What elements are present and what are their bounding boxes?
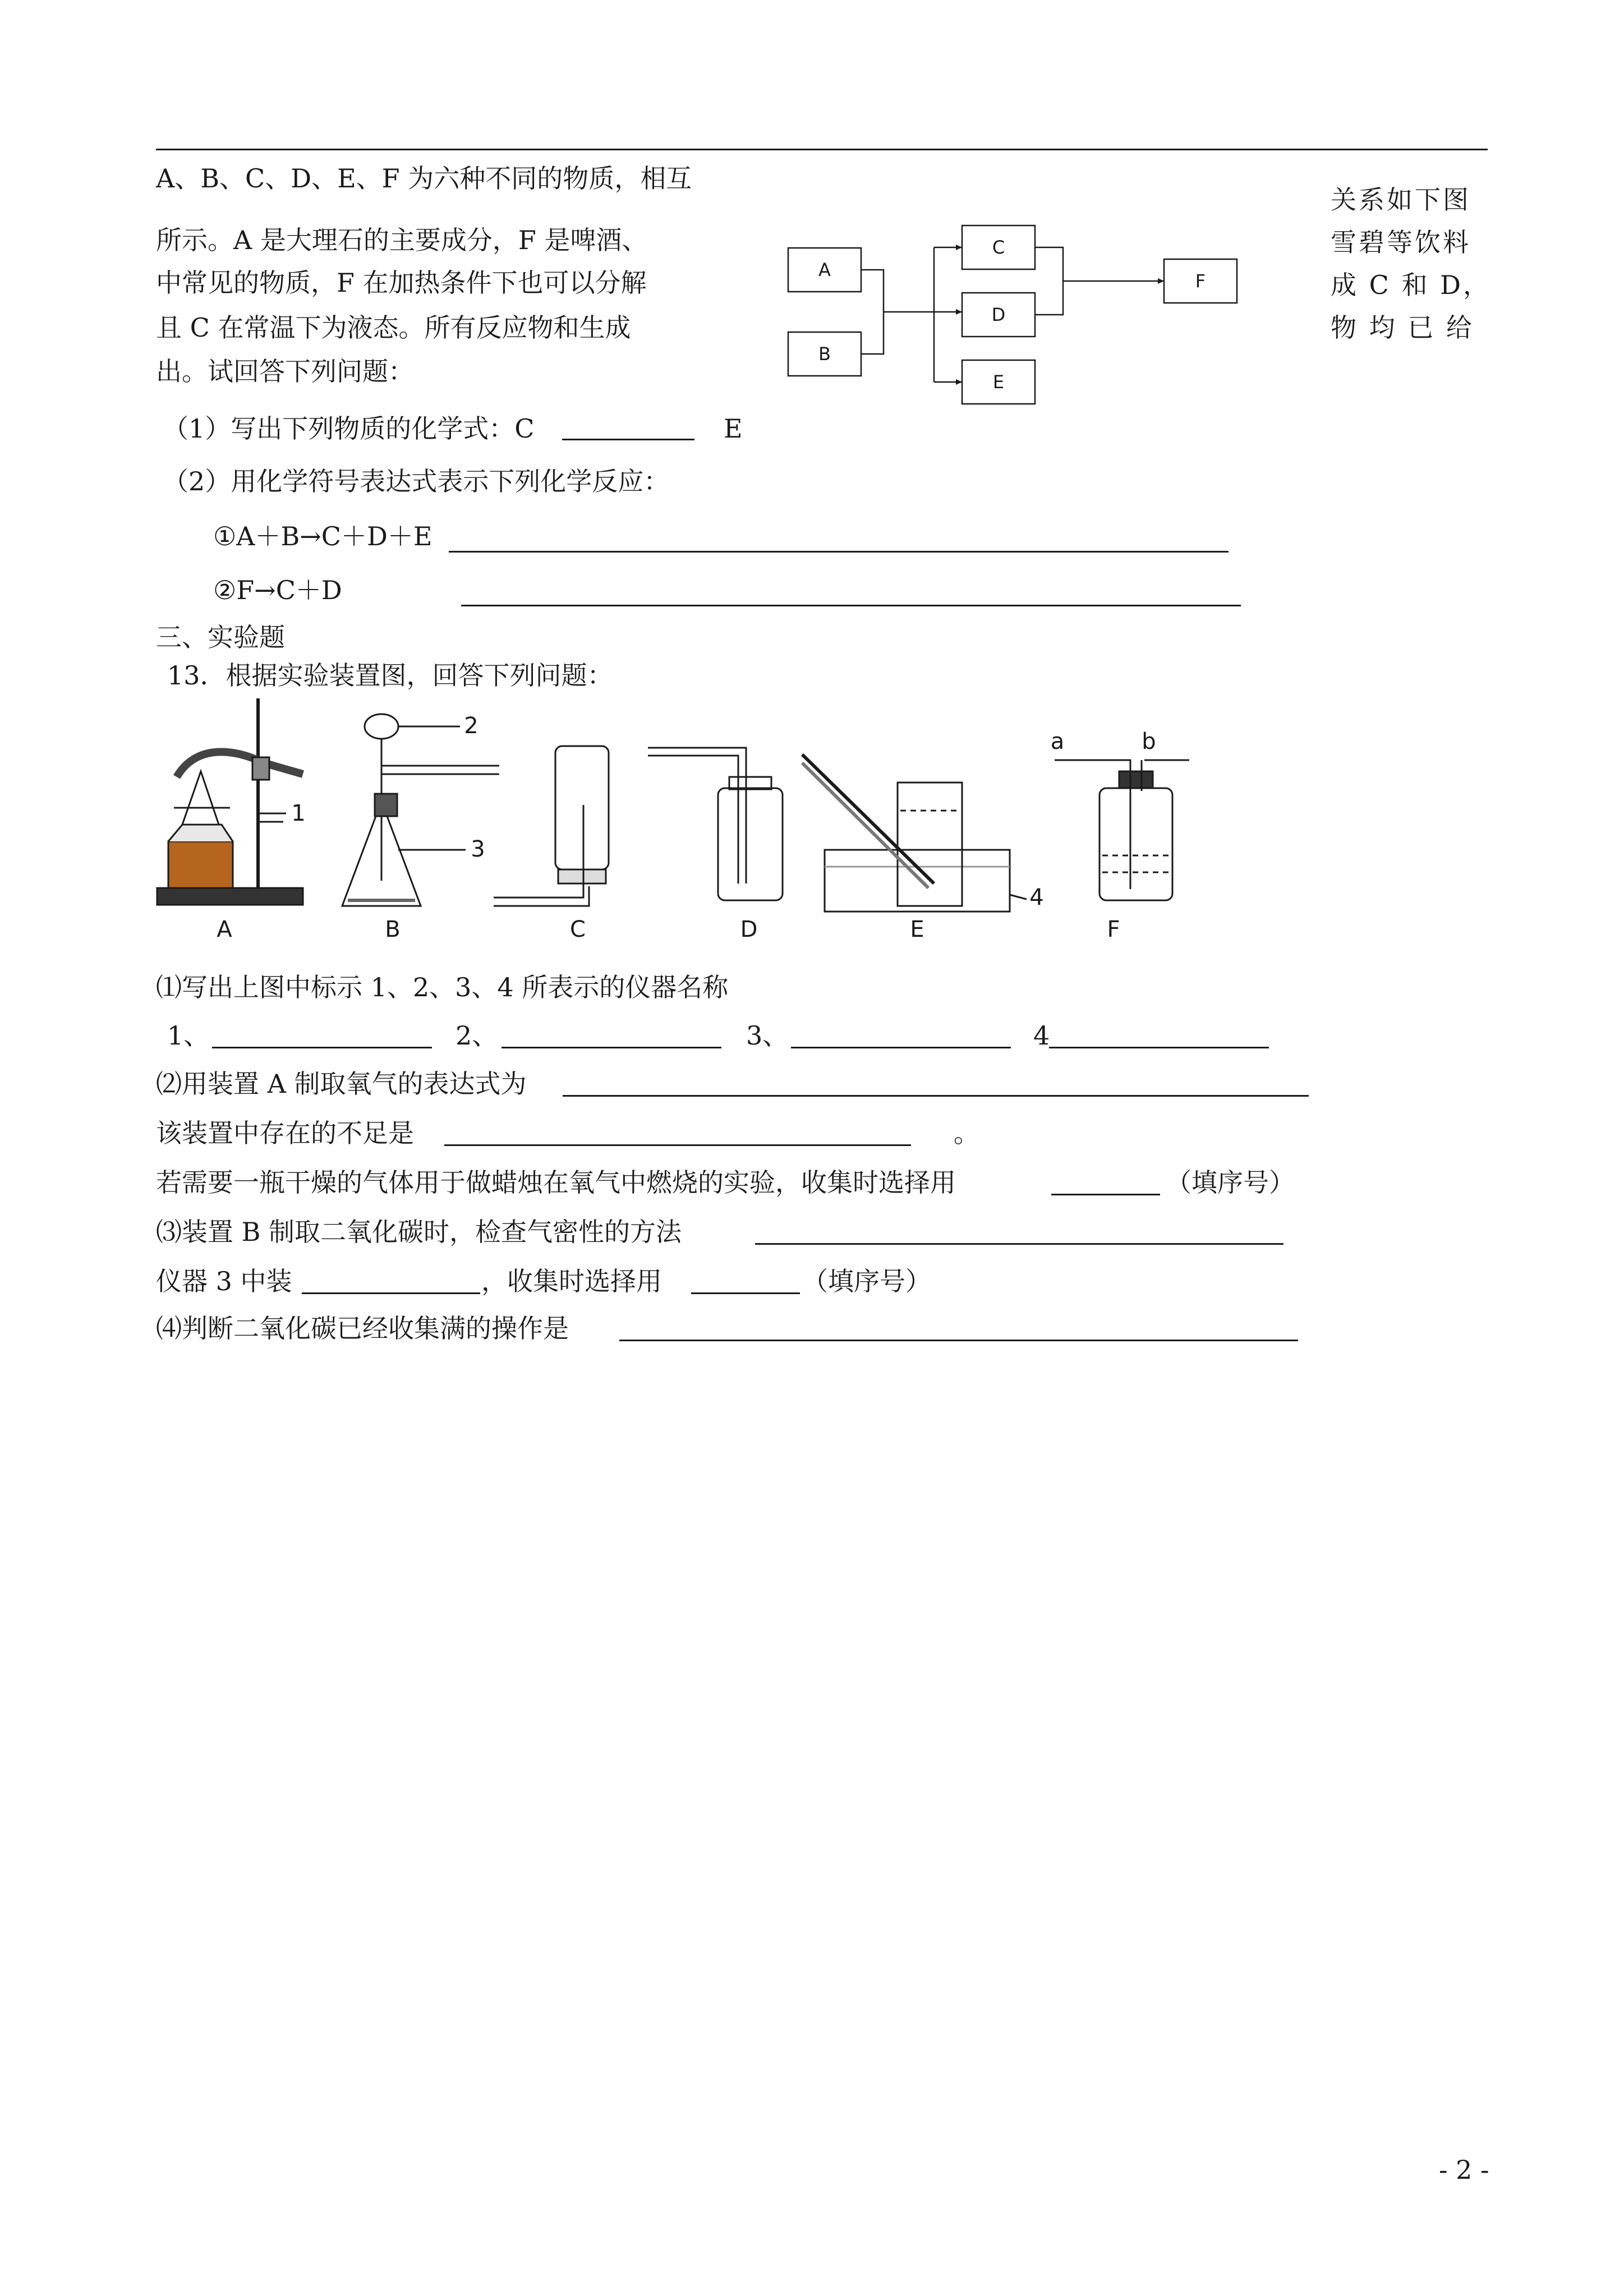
answer-blank-1[interactable] — [212, 1047, 432, 1048]
answer-blank-co2-collect[interactable] — [691, 1292, 800, 1294]
box-f-label: F — [1195, 270, 1206, 292]
label-num-4: 4 — [1029, 885, 1044, 910]
answer-blank-c[interactable] — [562, 439, 694, 440]
p12-right4: 物 均 已 给 — [1331, 312, 1474, 343]
p12-line1: A、B、C、D、E、F 为六种不同的物质，相互 — [156, 163, 692, 194]
box-e-label: E — [992, 371, 1005, 393]
p12-right2: 雪碧等饮料 — [1331, 227, 1471, 257]
reaction2-label: ②F→C＋D — [213, 575, 342, 605]
q13-n4: 4 — [1033, 1020, 1050, 1051]
label-num-2: 2 — [464, 713, 479, 739]
box-a-label: A — [818, 259, 831, 280]
q13-p2: ⑵用装置 A 制取氧气的表达式为 — [156, 1069, 527, 1099]
q13-p3: ⑶装置 B 制取二氧化碳时，检查气密性的方法 — [156, 1217, 682, 1247]
box-c-label: C — [992, 237, 1005, 258]
reaction1-label: ①A＋B→C＋D＋E — [213, 521, 433, 551]
label-a: A — [217, 917, 232, 942]
answer-blank-deficiency[interactable] — [444, 1144, 911, 1146]
q1-e-label: E — [724, 413, 743, 444]
apparatus-figure — [151, 693, 1189, 962]
label-d: D — [740, 917, 758, 942]
answer-blank-reaction2[interactable] — [461, 605, 1241, 606]
answer-blank-4[interactable] — [1049, 1047, 1269, 1048]
label-port-a: a — [1050, 729, 1065, 754]
q13-n1: 1、 — [167, 1020, 210, 1051]
apparatus-f — [1055, 760, 1189, 900]
p12-line5: 出。试回答下列问题： — [156, 356, 414, 386]
label-c: C — [570, 917, 586, 942]
apparatus-a — [157, 698, 306, 905]
page-number: - 2 - — [1439, 2155, 1489, 2185]
p12-right3: 成 C 和 D， — [1331, 270, 1491, 300]
q13-n2: 2、 — [456, 1020, 498, 1051]
answer-blank-instrument3[interactable] — [302, 1292, 480, 1294]
box-d-label: D — [991, 304, 1006, 325]
label-num-3: 3 — [471, 836, 485, 862]
section-title: 三、实验题 — [156, 622, 285, 652]
p12-line2: 所示。A 是大理石的主要成分，F 是啤酒、 — [156, 225, 648, 255]
header-rule — [156, 149, 1488, 150]
q1-text: （1）写出下列物质的化学式：C — [163, 413, 535, 444]
label-port-b: b — [1142, 729, 1156, 754]
label-e: E — [910, 917, 924, 942]
answer-blank-reaction1[interactable] — [449, 551, 1229, 553]
answer-blank-2[interactable] — [502, 1047, 721, 1048]
box-b-label: B — [818, 343, 831, 365]
label-b: B — [385, 917, 401, 942]
q13-p3b-mid: ，收集时选择用 — [481, 1266, 662, 1296]
p12-right1: 关系如下图 — [1331, 185, 1471, 215]
q13-p4: ⑷判断二氧化碳已经收集满的操作是 — [156, 1313, 569, 1343]
apparatus-e — [802, 754, 1027, 912]
q2-text: （2）用化学符号表达式表示下列化学反应： — [163, 466, 670, 496]
q13-p3b-end: （填序号） — [802, 1266, 931, 1296]
label-num-1: 1 — [291, 800, 306, 826]
p12-line3: 中常见的物质，F 在加热条件下也可以分解 — [156, 268, 647, 298]
apparatus-c — [494, 746, 609, 906]
q13-p2b: 该装置中存在的不足是 — [156, 1118, 414, 1148]
q13-n3: 3、 — [746, 1020, 789, 1051]
answer-blank-co2-full[interactable] — [619, 1340, 1298, 1341]
q13-text: 13．根据实验装置图，回答下列问题： — [167, 660, 613, 691]
q13-p2b-end: 。 — [954, 1118, 979, 1148]
answer-blank-3[interactable] — [791, 1047, 1011, 1048]
reaction-flow-diagram — [783, 219, 1243, 415]
label-f: F — [1107, 917, 1120, 942]
answer-blank-oxygen-expression[interactable] — [563, 1095, 1309, 1097]
answer-blank-dry-collect[interactable] — [1051, 1194, 1160, 1195]
apparatus-d — [648, 748, 783, 900]
answer-blank-airtightness[interactable] — [755, 1243, 1283, 1245]
p12-line4: 且 C 在常温下为液态。所有反应物和生成 — [156, 312, 631, 343]
q13-p1: ⑴写出上图中标示 1、2、3、4 所表示的仪器名称 — [156, 972, 729, 1002]
q13-p2c: 若需要一瓶干燥的气体用于做蜡烛在氧气中燃烧的实验，收集时选择用 — [156, 1167, 956, 1198]
apparatus-b — [342, 714, 499, 906]
q13-p3b: 仪器 3 中装 — [156, 1266, 292, 1296]
q13-p2c-end: （填序号） — [1166, 1167, 1295, 1198]
